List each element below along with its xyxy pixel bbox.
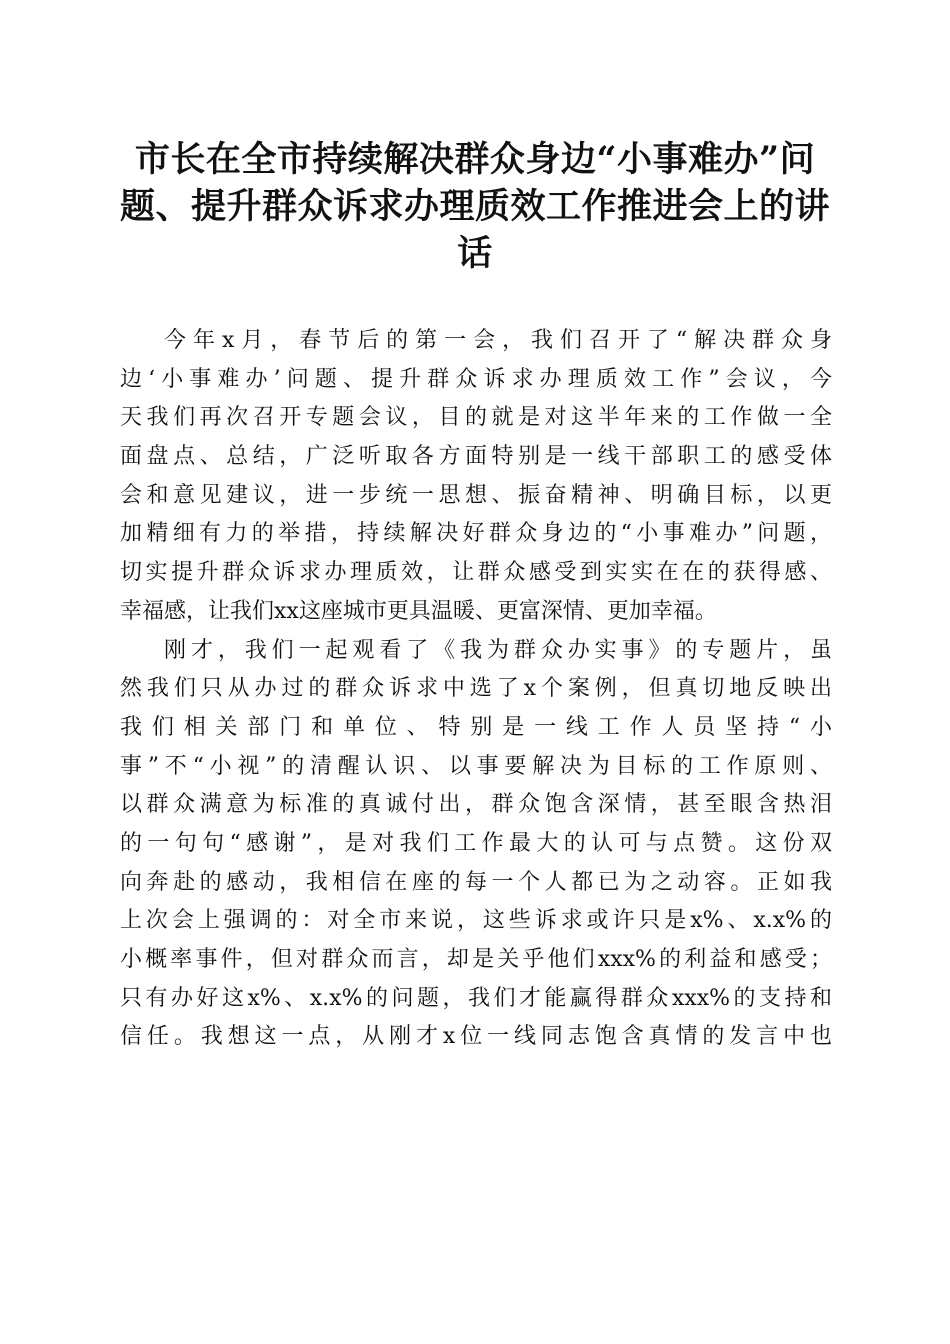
text-line: 信任。我想这一点，从刚才x位一线同志饱含真情的发言中也 [120, 1024, 832, 1050]
title-line: 市长在全市持续解决群众身边“小事难办”问 [134, 139, 816, 180]
text-line: 事”不“小视”的清醒认识、以事要解决为目标的工作原则、 [120, 753, 832, 779]
text-line: 我们相关部门和单位、特别是一线工作人员坚持“小 [120, 714, 832, 740]
document-body [120, 322, 832, 1057]
title-line: 话 [457, 233, 493, 274]
text-line: 上次会上强调的：对全市来说，这些诉求或许只是x%、x.x%的 [120, 908, 832, 934]
text-line: 只有办好这x%、x.x%的问题，我们才能赢得群众xxx%的支持和 [120, 985, 832, 1011]
text-line: 会和意见建议，进一步统一思想、振奋精神、明确目标，以更 [120, 482, 832, 508]
text-line: 以群众满意为标准的真诚付出，群众饱含深情，甚至眼含热泪 [120, 792, 832, 818]
title-line: 题、提升群众诉求办理质效工作推进会上的讲 [119, 186, 830, 227]
text-line: 然我们只从办过的群众诉求中选了x个案例，但真切地反映出 [120, 676, 832, 702]
text-line: 面盘点、总结，广泛听取各方面特别是一线干部职工的感受体 [120, 444, 832, 470]
paragraph-2 [120, 632, 832, 1058]
text-line: 的一句句“感谢”，是对我们工作最大的认可与点赞。这份双 [120, 830, 832, 856]
text-line: 边‘小事难办’问题、提升群众诉求办理质效工作”会议，今 [120, 366, 832, 392]
text-line: 幸福感，让我们xx这座城市更具温暖、更富深情、更加幸福。 [120, 598, 717, 624]
paragraph-1 [120, 322, 832, 632]
text-line: 切实提升群众诉求办理质效，让群众感受到实实在在的获得感、 [120, 560, 832, 586]
text-line: 向奔赴的感动，我相信在座的每一个人都已为之动容。正如我 [120, 869, 832, 895]
text-line: 今年x月，春节后的第一会，我们召开了“解决群众身 [164, 328, 832, 353]
text-line: 小概率事件，但对群众而言，却是关乎他们xxx%的利益和感受； [120, 947, 832, 972]
document-title [112, 136, 838, 277]
text-line: 天我们再次召开专题会议，目的就是对这半年来的工作做一全 [120, 405, 832, 431]
text-line: 刚才，我们一起观看了《我为群众办实事》的专题片，虽 [164, 637, 832, 663]
text-line: 加精细有力的举措，持续解决好群众身边的“小事难办”问题， [120, 521, 832, 547]
